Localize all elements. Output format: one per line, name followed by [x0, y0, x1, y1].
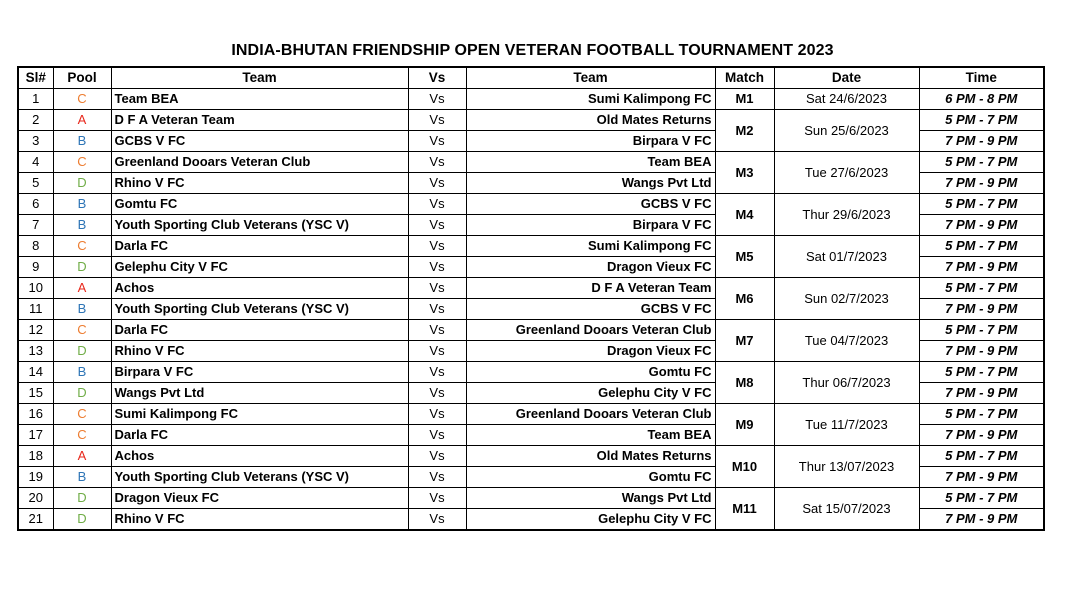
sl-number: 19 — [18, 467, 53, 488]
pool-cell: C — [53, 425, 111, 446]
vs-cell: Vs — [408, 257, 466, 278]
kickoff-time: 5 PM - 7 PM — [919, 110, 1044, 131]
match-id: M7 — [715, 320, 774, 362]
sl-number: 21 — [18, 509, 53, 531]
match-date: Sun 02/7/2023 — [774, 278, 919, 320]
match-id: M8 — [715, 362, 774, 404]
vs-cell: Vs — [408, 467, 466, 488]
kickoff-time: 7 PM - 9 PM — [919, 467, 1044, 488]
vs-cell: Vs — [408, 362, 466, 383]
vs-cell: Vs — [408, 341, 466, 362]
kickoff-time: 5 PM - 7 PM — [919, 236, 1044, 257]
match-id: M10 — [715, 446, 774, 488]
away-team: Gelephu City V FC — [466, 509, 715, 531]
kickoff-time: 5 PM - 7 PM — [919, 152, 1044, 173]
home-team: Wangs Pvt Ltd — [111, 383, 408, 404]
match-date: Sat 15/07/2023 — [774, 488, 919, 531]
kickoff-time: 6 PM - 8 PM — [919, 89, 1044, 110]
home-team: Rhino V FC — [111, 509, 408, 531]
sl-number: 14 — [18, 362, 53, 383]
home-team: Youth Sporting Club Veterans (YSC V) — [111, 467, 408, 488]
sl-number: 16 — [18, 404, 53, 425]
match-id: M11 — [715, 488, 774, 531]
table-row — [18, 446, 1044, 467]
kickoff-time: 5 PM - 7 PM — [919, 320, 1044, 341]
table-row — [18, 194, 1044, 215]
sl-number: 11 — [18, 299, 53, 320]
match-date: Tue 04/7/2023 — [774, 320, 919, 362]
sl-number: 18 — [18, 446, 53, 467]
home-team: Rhino V FC — [111, 341, 408, 362]
kickoff-time: 7 PM - 9 PM — [919, 257, 1044, 278]
table-row — [18, 110, 1044, 131]
kickoff-time: 7 PM - 9 PM — [919, 509, 1044, 531]
kickoff-time: 7 PM - 9 PM — [919, 215, 1044, 236]
pool-cell: A — [53, 446, 111, 467]
sl-number: 3 — [18, 131, 53, 152]
home-team: Greenland Dooars Veteran Club — [111, 152, 408, 173]
kickoff-time: 5 PM - 7 PM — [919, 404, 1044, 425]
away-team: Greenland Dooars Veteran Club — [466, 404, 715, 425]
header-pool: Pool — [53, 67, 111, 89]
table-row — [18, 152, 1044, 173]
table-row — [18, 362, 1044, 383]
kickoff-time: 7 PM - 9 PM — [919, 383, 1044, 404]
header-vs: Vs — [408, 67, 466, 89]
home-team: Dragon Vieux FC — [111, 488, 408, 509]
home-team: D F A Veteran Team — [111, 110, 408, 131]
away-team: GCBS V FC — [466, 299, 715, 320]
sl-number: 9 — [18, 257, 53, 278]
kickoff-time: 5 PM - 7 PM — [919, 278, 1044, 299]
sl-number: 7 — [18, 215, 53, 236]
away-team: Sumi Kalimpong FC — [466, 89, 715, 110]
table-row — [18, 488, 1044, 509]
home-team: Darla FC — [111, 425, 408, 446]
table-row — [18, 278, 1044, 299]
pool-cell: D — [53, 383, 111, 404]
pool-cell: B — [53, 299, 111, 320]
away-team: Gomtu FC — [466, 467, 715, 488]
match-date: Thur 06/7/2023 — [774, 362, 919, 404]
sl-number: 1 — [18, 89, 53, 110]
away-team: Dragon Vieux FC — [466, 341, 715, 362]
vs-cell: Vs — [408, 152, 466, 173]
sl-number: 12 — [18, 320, 53, 341]
pool-cell: B — [53, 215, 111, 236]
vs-cell: Vs — [408, 320, 466, 341]
match-id: M5 — [715, 236, 774, 278]
match-date: Thur 13/07/2023 — [774, 446, 919, 488]
vs-cell: Vs — [408, 194, 466, 215]
fixtures-table — [17, 66, 1045, 531]
away-team: Old Mates Returns — [466, 446, 715, 467]
match-id: M9 — [715, 404, 774, 446]
kickoff-time: 7 PM - 9 PM — [919, 425, 1044, 446]
away-team: Birpara V FC — [466, 131, 715, 152]
header-row — [18, 67, 1044, 89]
sl-number: 4 — [18, 152, 53, 173]
away-team: Birpara V FC — [466, 215, 715, 236]
away-team: Gelephu City V FC — [466, 383, 715, 404]
page-title: INDIA-BHUTAN FRIENDSHIP OPEN VETERAN FOOTBALL TOURNAMENT 2023 — [231, 42, 834, 59]
home-team: Achos — [111, 278, 408, 299]
pool-cell: D — [53, 173, 111, 194]
away-team: Wangs Pvt Ltd — [466, 173, 715, 194]
pool-cell: C — [53, 152, 111, 173]
vs-cell: Vs — [408, 488, 466, 509]
home-team: Rhino V FC — [111, 173, 408, 194]
home-team: Darla FC — [111, 320, 408, 341]
sl-number: 5 — [18, 173, 53, 194]
pool-cell: B — [53, 362, 111, 383]
sl-number: 10 — [18, 278, 53, 299]
match-date: Tue 11/7/2023 — [774, 404, 919, 446]
match-id: M6 — [715, 278, 774, 320]
vs-cell: Vs — [408, 215, 466, 236]
pool-cell: C — [53, 236, 111, 257]
sl-number: 20 — [18, 488, 53, 509]
away-team: Dragon Vieux FC — [466, 257, 715, 278]
pool-cell: D — [53, 488, 111, 509]
sl-number: 8 — [18, 236, 53, 257]
vs-cell: Vs — [408, 278, 466, 299]
vs-cell: Vs — [408, 89, 466, 110]
vs-cell: Vs — [408, 425, 466, 446]
sl-number: 6 — [18, 194, 53, 215]
away-team: Old Mates Returns — [466, 110, 715, 131]
table-row — [18, 320, 1044, 341]
kickoff-time: 5 PM - 7 PM — [919, 446, 1044, 467]
home-team: Youth Sporting Club Veterans (YSC V) — [111, 299, 408, 320]
vs-cell: Vs — [408, 404, 466, 425]
kickoff-time: 5 PM - 7 PM — [919, 362, 1044, 383]
match-date: Sun 25/6/2023 — [774, 110, 919, 152]
match-date: Thur 29/6/2023 — [774, 194, 919, 236]
vs-cell: Vs — [408, 110, 466, 131]
sl-number: 15 — [18, 383, 53, 404]
sl-number: 13 — [18, 341, 53, 362]
header-date: Date — [774, 67, 919, 89]
pool-cell: D — [53, 257, 111, 278]
kickoff-time: 5 PM - 7 PM — [919, 194, 1044, 215]
pool-cell: A — [53, 110, 111, 131]
home-team: Achos — [111, 446, 408, 467]
sl-number: 2 — [18, 110, 53, 131]
away-team: Wangs Pvt Ltd — [466, 488, 715, 509]
away-team: Greenland Dooars Veteran Club — [466, 320, 715, 341]
pool-cell: B — [53, 467, 111, 488]
vs-cell: Vs — [408, 509, 466, 531]
away-team: Sumi Kalimpong FC — [466, 236, 715, 257]
kickoff-time: 7 PM - 9 PM — [919, 173, 1044, 194]
home-team: Gelephu City V FC — [111, 257, 408, 278]
match-date: Tue 27/6/2023 — [774, 152, 919, 194]
header-match: Match — [715, 67, 774, 89]
vs-cell: Vs — [408, 131, 466, 152]
match-id: M4 — [715, 194, 774, 236]
away-team: D F A Veteran Team — [466, 278, 715, 299]
match-date: Sat 24/6/2023 — [774, 89, 919, 110]
table-row — [18, 89, 1044, 110]
match-id: M1 — [715, 89, 774, 110]
home-team: Team BEA — [111, 89, 408, 110]
kickoff-time: 7 PM - 9 PM — [919, 131, 1044, 152]
home-team: GCBS V FC — [111, 131, 408, 152]
vs-cell: Vs — [408, 173, 466, 194]
away-team: GCBS V FC — [466, 194, 715, 215]
home-team: Gomtu FC — [111, 194, 408, 215]
header-team1: Team — [111, 67, 408, 89]
home-team: Sumi Kalimpong FC — [111, 404, 408, 425]
match-id: M2 — [715, 110, 774, 152]
home-team: Youth Sporting Club Veterans (YSC V) — [111, 215, 408, 236]
home-team: Darla FC — [111, 236, 408, 257]
pool-cell: B — [53, 131, 111, 152]
pool-cell: D — [53, 341, 111, 362]
vs-cell: Vs — [408, 446, 466, 467]
header-time: Time — [919, 67, 1044, 89]
away-team: Team BEA — [466, 152, 715, 173]
pool-cell: C — [53, 404, 111, 425]
pool-cell: C — [53, 89, 111, 110]
pool-cell: B — [53, 194, 111, 215]
vs-cell: Vs — [408, 236, 466, 257]
vs-cell: Vs — [408, 299, 466, 320]
kickoff-time: 5 PM - 7 PM — [919, 488, 1044, 509]
kickoff-time: 7 PM - 9 PM — [919, 341, 1044, 362]
vs-cell: Vs — [408, 383, 466, 404]
header-sl: Sl# — [18, 67, 53, 89]
away-team: Team BEA — [466, 425, 715, 446]
pool-cell: A — [53, 278, 111, 299]
kickoff-time: 7 PM - 9 PM — [919, 299, 1044, 320]
away-team: Gomtu FC — [466, 362, 715, 383]
fixture-body — [18, 89, 1044, 531]
sl-number: 17 — [18, 425, 53, 446]
match-id: M3 — [715, 152, 774, 194]
home-team: Birpara V FC — [111, 362, 408, 383]
table-row — [18, 404, 1044, 425]
pool-cell: C — [53, 320, 111, 341]
header-team2: Team — [466, 67, 715, 89]
table-row — [18, 236, 1044, 257]
pool-cell: D — [53, 509, 111, 531]
match-date: Sat 01/7/2023 — [774, 236, 919, 278]
